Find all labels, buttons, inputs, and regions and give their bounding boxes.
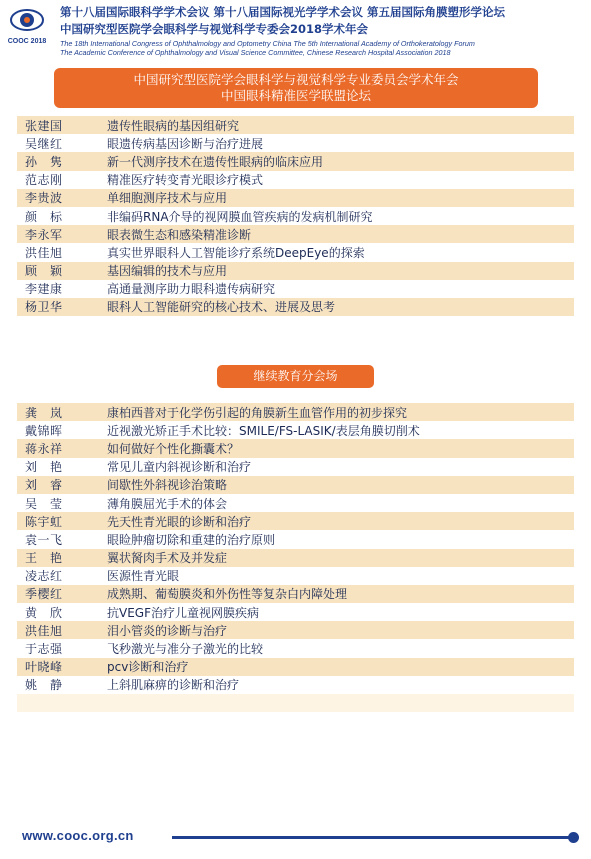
speaker-name: 范志刚 bbox=[25, 173, 63, 188]
speaker-name: 凌志红 bbox=[25, 569, 63, 584]
table-row bbox=[17, 549, 574, 567]
talk-topic: 遗传性眼病的基因组研究 bbox=[107, 118, 240, 133]
talk-topic: 薄角膜屈光手术的体会 bbox=[107, 496, 228, 511]
table-row bbox=[17, 207, 574, 225]
table-row bbox=[17, 152, 574, 170]
talk-topic: 先天性青光眼的诊断和治疗 bbox=[107, 514, 252, 529]
talk-topic: 真实世界眼科人工智能诊疗系统DeepEye的探索 bbox=[107, 245, 365, 260]
speaker-name: 龚 岚 bbox=[25, 405, 63, 420]
talk-topic: 翼状胬肉手术及并发症 bbox=[107, 551, 228, 566]
talk-topic: 近视激光矫正手术比较：SMILE/FS-LASIK/表层角膜切削术 bbox=[107, 423, 420, 438]
table-row bbox=[17, 403, 574, 421]
talk-topic: 成熟期、葡萄膜炎和外伤性等复杂白内障处理 bbox=[107, 587, 348, 602]
table-row bbox=[17, 439, 574, 457]
talk-topic: 泪小管炎的诊断与治疗 bbox=[107, 623, 228, 638]
header-title-cn-1: 第十八届国际眼科学学术会议 第十八届国际视光学学术会议 第五届国际角膜塑形学论坛 bbox=[60, 5, 506, 19]
talk-topic: 眼表微生态和感染精准诊断 bbox=[107, 227, 252, 242]
section1-title-line2: 中国眼科精准医学联盟论坛 bbox=[220, 88, 371, 103]
speaker-name: 刘 艳 bbox=[25, 460, 63, 475]
speaker-name: 张建国 bbox=[25, 118, 63, 133]
speaker-name: 吴继红 bbox=[25, 136, 63, 151]
section2-banner bbox=[217, 365, 374, 388]
talk-topic: 眼遗传病基因诊断与治疗进展 bbox=[107, 136, 264, 151]
table-row bbox=[17, 658, 574, 676]
section1-title-line1: 中国研究型医院学会眼科学与视觉科学专业委员会学术年会 bbox=[133, 72, 459, 87]
table-row bbox=[17, 512, 574, 530]
table-row bbox=[17, 494, 574, 512]
table-row bbox=[17, 476, 574, 494]
section1-schedule-table bbox=[17, 116, 574, 316]
speaker-name: 季樱红 bbox=[25, 587, 63, 602]
footer-dot bbox=[568, 832, 579, 843]
header-title-cn-2: 中国研究型医院学会眼科学与视觉科学专委会2018学术年会 bbox=[60, 22, 369, 36]
header bbox=[0, 0, 591, 58]
talk-topic: 单细胞测序技术与应用 bbox=[107, 191, 228, 206]
table-row bbox=[17, 262, 574, 280]
table-row bbox=[17, 603, 574, 621]
speaker-name: 洪佳旭 bbox=[25, 245, 63, 260]
talk-topic: 抗VEGF治疗儿童视网膜疾病 bbox=[107, 605, 259, 620]
speaker-name: 顾 颖 bbox=[25, 264, 63, 279]
table-row bbox=[17, 585, 574, 603]
speaker-name: 王 艳 bbox=[25, 551, 63, 566]
table-row bbox=[17, 243, 574, 261]
table-row bbox=[17, 567, 574, 585]
table-row bbox=[17, 298, 574, 316]
section1-banner bbox=[54, 68, 538, 108]
table-row bbox=[17, 621, 574, 639]
header-title-en-2: The Academic Conference of Ophthalmology and Visual Science Committee, Chinese Research Hospital Association 2018 bbox=[60, 48, 451, 57]
speaker-name: 戴锦晖 bbox=[25, 423, 63, 438]
table-row bbox=[17, 676, 574, 694]
talk-topic: pcv诊断和治疗 bbox=[107, 660, 189, 675]
table-row bbox=[17, 116, 574, 134]
talk-topic: 康柏西普对于化学伤引起的角膜新生血管作用的初步探究 bbox=[107, 405, 408, 420]
talk-topic: 眼睑肿瘤切除和重建的治疗原则 bbox=[107, 532, 276, 547]
speaker-name: 蒋永祥 bbox=[25, 441, 63, 456]
speaker-name: 杨卫华 bbox=[25, 300, 63, 315]
logo-text: COOC 2018 bbox=[7, 38, 47, 45]
section2-title: 继续教育分会场 bbox=[253, 369, 338, 383]
section2-schedule-table bbox=[17, 403, 574, 712]
talk-topic: 间歇性外斜视诊治策略 bbox=[107, 478, 228, 493]
table-row bbox=[17, 458, 574, 476]
table-row bbox=[17, 639, 574, 657]
speaker-name: 姚 静 bbox=[25, 678, 63, 693]
table-row bbox=[17, 225, 574, 243]
table-row bbox=[17, 189, 574, 207]
table-row bbox=[17, 134, 574, 152]
speaker-name: 袁一飞 bbox=[25, 532, 63, 547]
talk-topic: 精准医疗转变青光眼诊疗模式 bbox=[107, 173, 264, 188]
speaker-name: 刘 睿 bbox=[25, 478, 63, 493]
talk-topic: 上斜肌麻痹的诊断和治疗 bbox=[107, 678, 240, 693]
speaker-name: 李永军 bbox=[25, 227, 63, 242]
table-row bbox=[17, 421, 574, 439]
eye-logo-icon bbox=[10, 8, 44, 32]
talk-topic: 眼科人工智能研究的核心技术、进展及思考 bbox=[107, 300, 336, 315]
table-row bbox=[17, 280, 574, 298]
speaker-name: 李贵波 bbox=[25, 191, 63, 206]
speaker-name: 李建康 bbox=[25, 282, 63, 297]
speaker-name: 叶晓峰 bbox=[25, 660, 63, 675]
cooc-logo bbox=[4, 6, 50, 52]
talk-topic: 常见儿童内斜视诊断和治疗 bbox=[107, 460, 252, 475]
talk-topic: 如何做好个性化撕囊术？ bbox=[107, 441, 240, 456]
speaker-name: 陈宇虹 bbox=[25, 514, 63, 529]
table-row-empty bbox=[17, 694, 574, 712]
speaker-name: 孙 隽 bbox=[25, 154, 63, 169]
footer-url: www.cooc.org.cn bbox=[22, 828, 134, 843]
speaker-name: 洪佳旭 bbox=[25, 623, 63, 638]
talk-topic: 新一代测序技术在遗传性眼病的临床应用 bbox=[107, 154, 324, 169]
speaker-name: 吴 莹 bbox=[25, 496, 63, 511]
talk-topic: 医源性青光眼 bbox=[107, 569, 180, 584]
speaker-name: 于志强 bbox=[25, 642, 63, 657]
talk-topic: 基因编辑的技术与应用 bbox=[107, 264, 228, 279]
speaker-name: 黄 欣 bbox=[25, 605, 63, 620]
footer-divider bbox=[172, 836, 574, 839]
speaker-name: 颜 标 bbox=[25, 209, 63, 224]
table-row bbox=[17, 530, 574, 548]
talk-topic: 飞秒激光与准分子激光的比较 bbox=[107, 642, 264, 657]
table-row bbox=[17, 171, 574, 189]
talk-topic: 高通量测序助力眼科遗传病研究 bbox=[107, 282, 276, 297]
talk-topic: 非编码RNA介导的视网膜血管疾病的发病机制研究 bbox=[107, 209, 373, 224]
header-title-en-1: The 18th International Congress of Ophthalmology and Optometry China The 5th International Academy of Orthokeratology Forum bbox=[60, 39, 475, 48]
